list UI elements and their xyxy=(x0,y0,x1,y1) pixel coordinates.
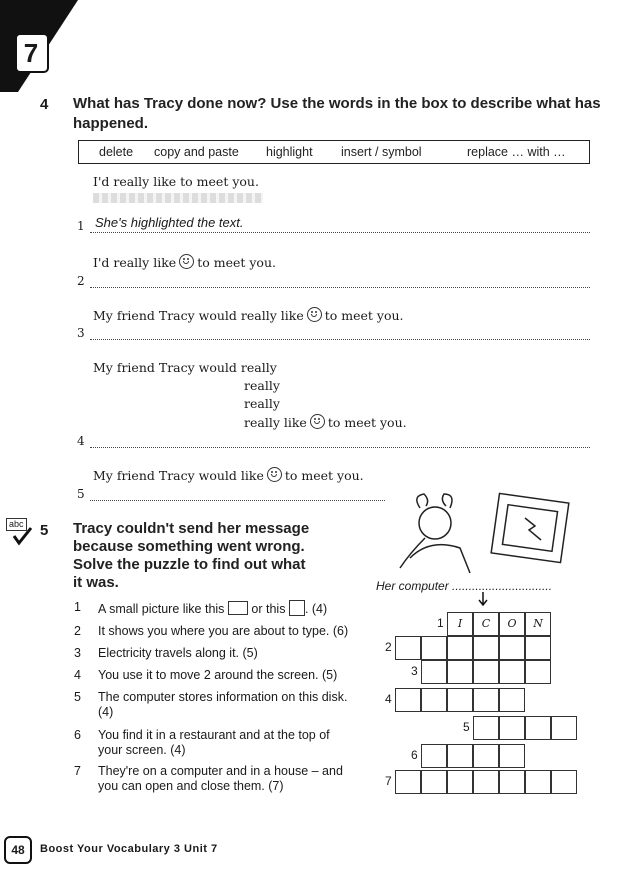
exercise-4-instruction: What has Tracy done now? Use the words in the box to describe what has happened. xyxy=(73,95,601,132)
answer-line[interactable] xyxy=(90,338,590,340)
item-5-number: 5 xyxy=(77,487,85,501)
item-1-answer: She's highlighted the text. xyxy=(95,215,244,230)
crossword-cell[interactable] xyxy=(473,660,499,684)
item-2-sentence: I'd really like to meet you. xyxy=(93,255,276,270)
item-4-line: really xyxy=(244,378,280,393)
exercise-5-instruction: Tracy couldn't send her message because something went wrong. Solve the puzzle to find out what it was. xyxy=(73,520,310,591)
document-icon xyxy=(289,600,305,616)
word-box-item: delete xyxy=(99,145,134,159)
crossword-cell[interactable] xyxy=(421,688,447,712)
crossword-cell[interactable] xyxy=(395,688,421,712)
crossword-cell[interactable]: O xyxy=(499,612,525,636)
crossword-row-number: 2 xyxy=(385,640,392,654)
crossword-cell[interactable]: N xyxy=(525,612,551,636)
item-5-sentence: My friend Tracy would like to meet you. xyxy=(93,468,364,483)
crossword-cell[interactable] xyxy=(447,688,473,712)
item-4-line: really xyxy=(244,396,280,411)
crossword-cell[interactable] xyxy=(551,716,577,740)
smiley-icon xyxy=(267,467,282,482)
highlighted-text-image xyxy=(93,193,263,203)
item-1-number: 1 xyxy=(77,219,85,233)
puzzle-caption: Her computer .............................. xyxy=(376,579,553,593)
exercise-4-number: 4 xyxy=(40,96,49,113)
crossword-cell[interactable] xyxy=(499,716,525,740)
crossword-cell[interactable] xyxy=(525,660,551,684)
item-4-line: really like to meet you. xyxy=(244,415,407,430)
word-box-item: copy and paste xyxy=(154,145,239,159)
crossword-cell[interactable] xyxy=(499,744,525,768)
crossword-row-number: 3 xyxy=(411,664,418,678)
footer-title: Boost Your Vocabulary 3 Unit 7 xyxy=(40,843,218,855)
crossword-cell[interactable] xyxy=(395,636,421,660)
crossword-cell[interactable] xyxy=(473,744,499,768)
item-4-line: My friend Tracy would really xyxy=(93,360,277,375)
page-number: 48 xyxy=(4,836,32,864)
crossword-cell[interactable] xyxy=(473,770,499,794)
abc-check-icon: abc xyxy=(6,518,34,546)
crossword-cell[interactable] xyxy=(447,660,473,684)
crossword-cell[interactable] xyxy=(421,636,447,660)
crossword-cell[interactable] xyxy=(551,770,577,794)
crossword-cell[interactable] xyxy=(447,770,473,794)
crossword-cell[interactable] xyxy=(499,660,525,684)
item-3-number: 3 xyxy=(77,326,85,340)
smiley-icon xyxy=(310,414,325,429)
crossword-cell[interactable] xyxy=(473,636,499,660)
answer-line[interactable] xyxy=(90,446,590,448)
crossword-cell[interactable] xyxy=(525,716,551,740)
folder-icon xyxy=(228,601,248,615)
unit-number: 7 xyxy=(23,38,39,68)
item-2-number: 2 xyxy=(77,274,85,288)
smiley-icon xyxy=(179,254,194,269)
crossword-row-number: 5 xyxy=(463,720,470,734)
crossword-cell[interactable] xyxy=(473,688,499,712)
crossword-cell[interactable] xyxy=(447,744,473,768)
crossword-cell[interactable] xyxy=(525,636,551,660)
crossword-row-number: 7 xyxy=(385,774,392,788)
crossword-cell[interactable] xyxy=(447,636,473,660)
item-4-number: 4 xyxy=(77,434,85,448)
answer-line[interactable] xyxy=(90,499,385,501)
crossword-cell[interactable]: C xyxy=(473,612,499,636)
crossword-row-number: 6 xyxy=(411,748,418,762)
crossword-row-number: 4 xyxy=(385,692,392,706)
crossword-cell[interactable]: I xyxy=(447,612,473,636)
answer-line[interactable] xyxy=(90,231,590,233)
crossword-cell[interactable] xyxy=(499,636,525,660)
crossword-cell[interactable] xyxy=(421,770,447,794)
word-box xyxy=(78,140,590,164)
item-1-sentence: I'd really like to meet you. xyxy=(93,174,259,189)
crossword-cell[interactable] xyxy=(421,660,447,684)
crossword-row-number: 1 xyxy=(437,616,444,630)
word-box-item: replace … with … xyxy=(467,145,566,159)
arrow-down-icon xyxy=(478,592,488,606)
girl-computer-illustration xyxy=(380,478,580,578)
crossword-cell[interactable] xyxy=(499,770,525,794)
item-3-sentence: My friend Tracy would really like to meet you. xyxy=(93,308,404,323)
crossword-cell[interactable] xyxy=(525,770,551,794)
word-box-item: insert / symbol xyxy=(341,145,422,159)
crossword-cell[interactable] xyxy=(473,716,499,740)
word-box-item: highlight xyxy=(266,145,313,159)
answer-line[interactable] xyxy=(90,286,590,288)
exercise-5-number: 5 xyxy=(40,522,49,539)
crossword-cell[interactable] xyxy=(421,744,447,768)
crossword-cell[interactable] xyxy=(395,770,421,794)
crossword-cell[interactable] xyxy=(499,688,525,712)
smiley-icon xyxy=(307,307,322,322)
